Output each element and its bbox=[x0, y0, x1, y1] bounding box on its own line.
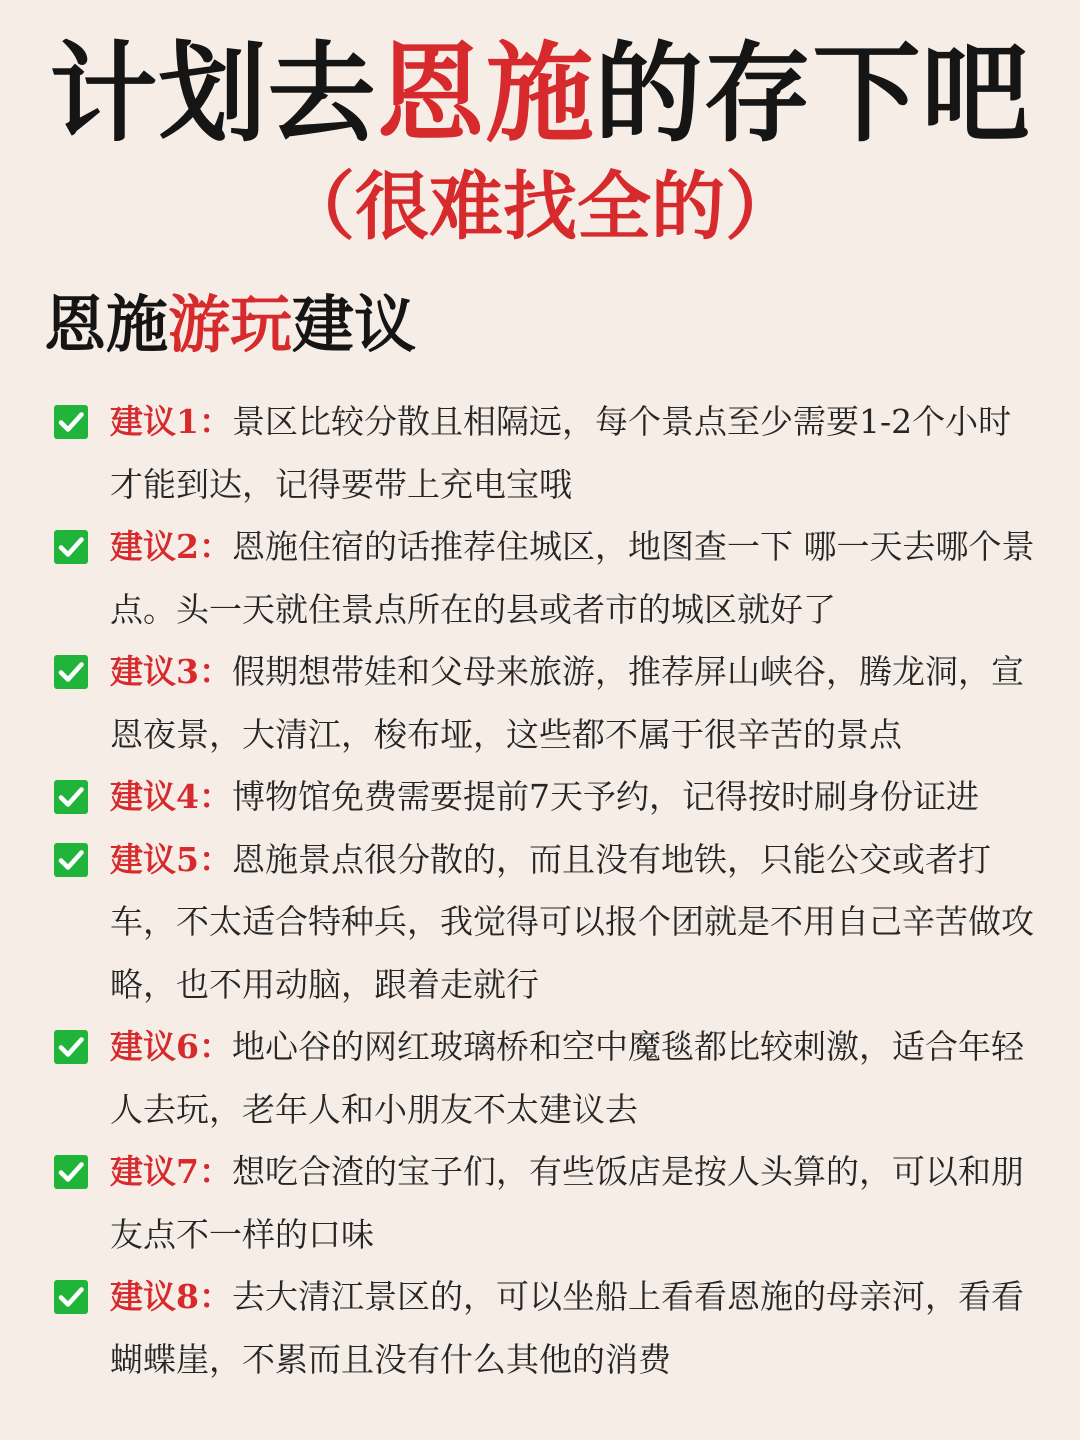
tip-text: 恩施住宿的话推荐住城区，地图查一下 哪一天去哪个景点。头一天就住景点所在的县或者市的城区就好了 bbox=[110, 527, 1035, 629]
page-title-suffix: 的存下吧 bbox=[594, 32, 1031, 157]
tip-item-4 bbox=[54, 766, 1044, 829]
section-heading bbox=[44, 282, 416, 368]
page-title-prefix: 计划去 bbox=[49, 32, 377, 157]
tip-item-8 bbox=[54, 1266, 1044, 1391]
tip-item-2 bbox=[54, 516, 1044, 641]
tip-label: 建议4： bbox=[110, 777, 232, 816]
check-box-icon bbox=[54, 655, 88, 689]
tip-label: 建议3： bbox=[110, 652, 232, 691]
title-block bbox=[0, 30, 1080, 252]
check-box-icon bbox=[54, 1155, 88, 1189]
tip-label: 建议5： bbox=[110, 839, 232, 879]
tip-label: 建议7： bbox=[110, 1152, 232, 1191]
page-subtitle: （很难找全的） bbox=[281, 164, 799, 250]
check-box-icon bbox=[54, 843, 88, 877]
section-heading-suffix: 建议 bbox=[292, 288, 417, 361]
tip-text: 景区比较分散且相隔远，每个景点至少需要1-2个小时才能到达，记得要带上充电宝哦 bbox=[110, 402, 1012, 504]
page-title-accent: 恩施 bbox=[376, 32, 595, 157]
tip-text: 去大清江景区的，可以坐船上看看恩施的母亲河，看看蝴蝶崖，不累而且没有什么其他的消费 bbox=[110, 1277, 1024, 1379]
tips-list bbox=[54, 391, 1044, 1391]
tip-label: 建议1： bbox=[110, 402, 232, 441]
tip-item-7 bbox=[54, 1141, 1044, 1266]
tip-label: 建议2： bbox=[110, 527, 232, 566]
check-box-icon bbox=[54, 780, 88, 814]
check-box-icon bbox=[54, 1280, 88, 1314]
tip-item-5 bbox=[54, 829, 1044, 1017]
check-box-icon bbox=[54, 405, 88, 439]
tip-label: 建议8： bbox=[110, 1277, 232, 1316]
tip-item-6 bbox=[54, 1016, 1044, 1141]
check-box-icon bbox=[54, 530, 88, 564]
tip-text: 想吃合渣的宝子们，有些饭店是按人头算的，可以和朋友点不一样的口味 bbox=[110, 1152, 1024, 1254]
tip-text: 博物馆免费需要提前7天予约，记得按时刷身份证进 bbox=[231, 777, 979, 816]
tip-text: 地心谷的网红玻璃桥和空中魔毯都比较刺激，适合年轻人去玩，老年人和小朋友不太建议去 bbox=[110, 1027, 1024, 1129]
check-box-icon bbox=[54, 1030, 88, 1064]
tip-label: 建议6： bbox=[110, 1027, 232, 1066]
tip-text: 假期想带娃和父母来旅游，推荐屏山峡谷，腾龙洞，宣恩夜景，大清江，梭布垭，这些都不属于很辛苦的景点 bbox=[110, 652, 1024, 754]
section-heading-prefix: 恩施 bbox=[44, 288, 169, 361]
section-heading-accent: 游玩 bbox=[168, 288, 293, 361]
tip-item-3 bbox=[54, 641, 1044, 766]
tip-item-1 bbox=[54, 391, 1044, 516]
page-title bbox=[0, 30, 1080, 160]
tip-text: 恩施景点很分散的，而且没有地铁，只能公交或者打车，不太适合特种兵，我觉得可以报个团就是不用自己辛苦做攻略，也不用动脑，跟着走就行 bbox=[110, 839, 1034, 1004]
